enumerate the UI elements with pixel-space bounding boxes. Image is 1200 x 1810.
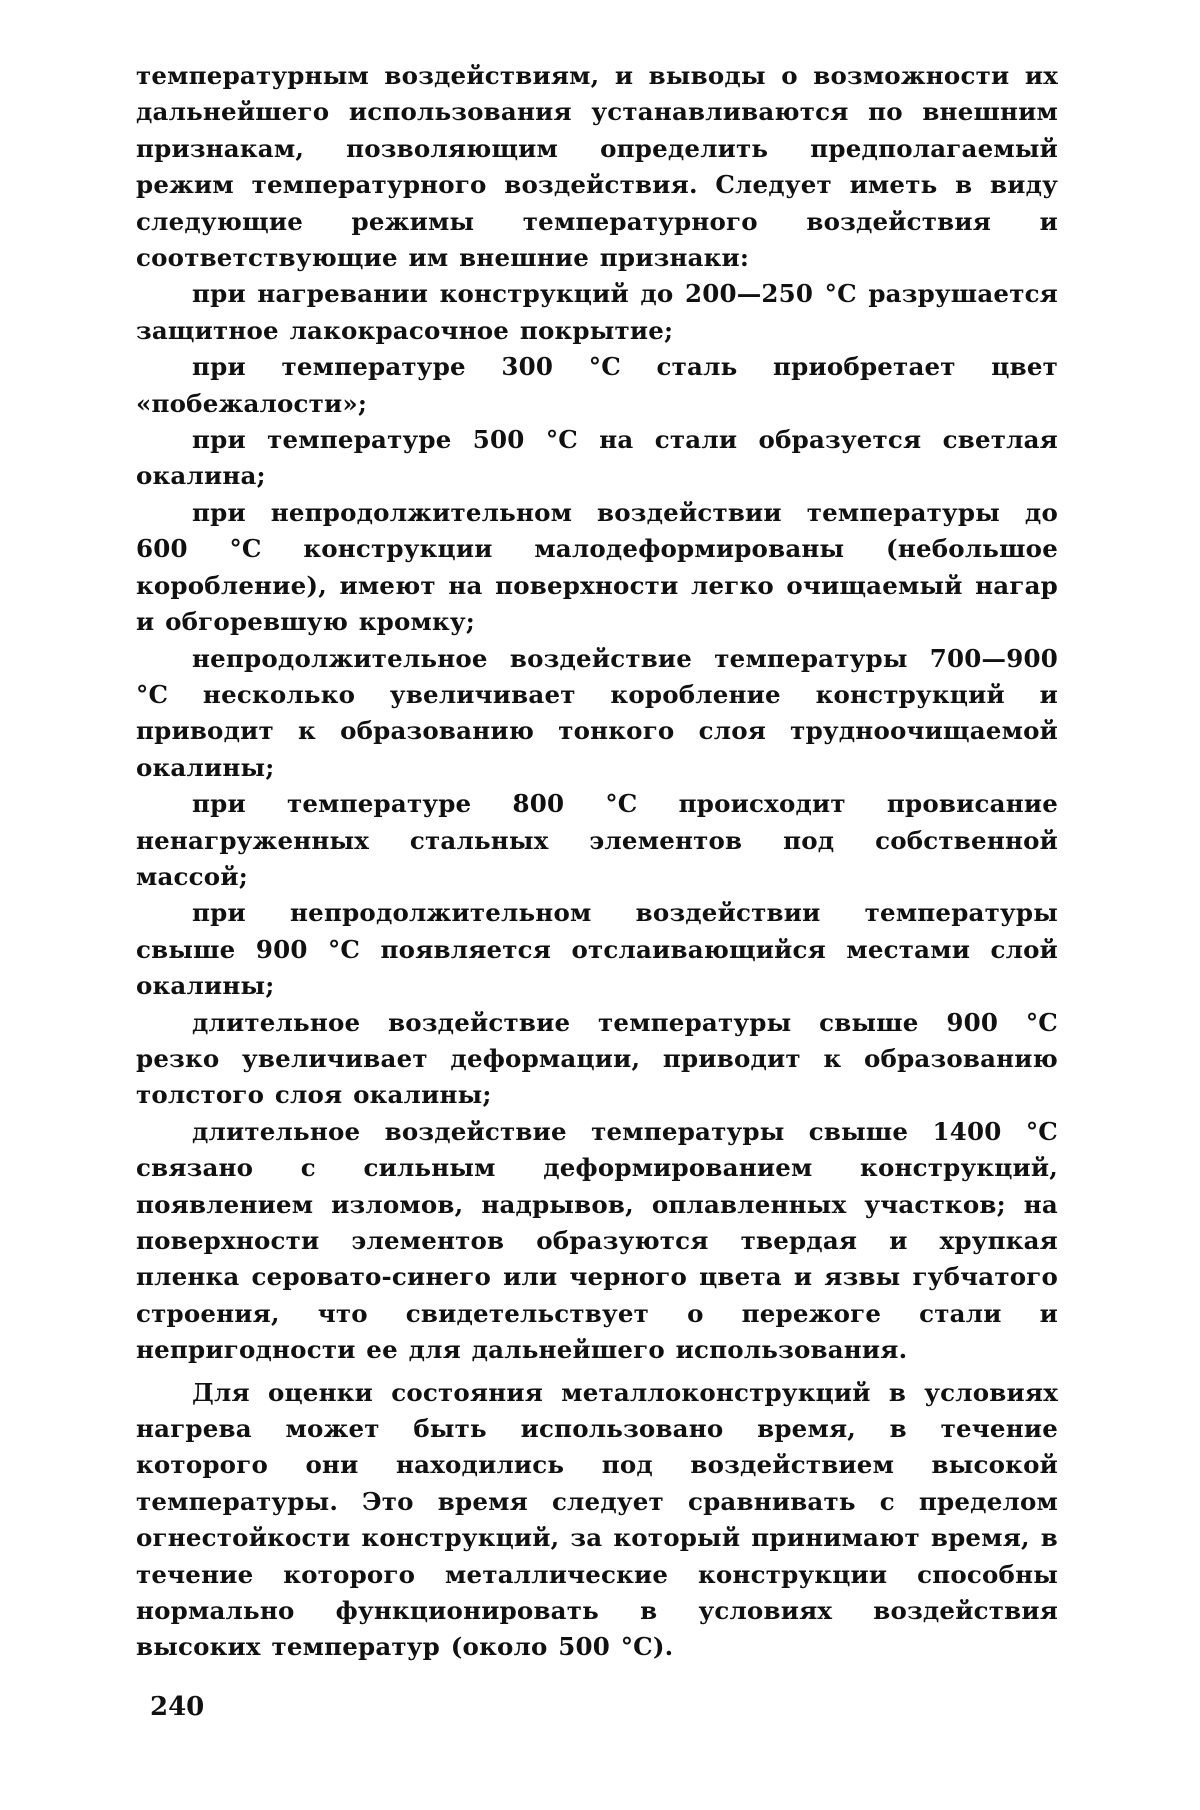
list-item-900-long: длительное воздействие температуры свыше 900 °С резко увеличивает деформации, приводит к образованию толстого слоя окалины; [136,1007,1058,1110]
list-item-300: при температуре 300 °С сталь приобретает цвет «побежалости»; [136,352,1058,418]
list-item-500: при температуре 500 °С на стали образуется светлая окалина; [136,425,1058,491]
list-item-600: при непродолжительном воздействии температуры до 600 °С конструкции малодеформированы (небольшое коробление), имеют на поверхности легко очищаемый нагар и обгоревшую кромку; [136,497,1058,637]
list-item-700-900: непродолжительное воздействие температуры 700—900 °С несколько увеличивает коробление конструкций и приводит к образованию тонкого слоя трудноочищаемой окалины; [136,643,1058,782]
paragraph-intro: температурным воздействиям, и выводы о возможности их дальнейшего использования устанавливаются по внешним признакам, позволяющим определить предполагаемый режим температурного воздействия. Следует иметь в виду следующие режимы температурного воздействия и соответствующие им внешние признаки: [136,61,1058,273]
list-item-1400: длительное воздействие температуры свыше 1400 °С связано с сильным деформированием конструкций, появлением изломов, надрывов, оплавленных участков; на поверхности элементов образуются твердая и хрупкая пленка серовато-синего или черного цвета и язвы губчатого строения, что свидетельствует о пережоге стали и непригодности ее для дальнейшего использования. [136,1116,1058,1365]
page-number: 240 [150,1692,205,1722]
list-item-200-250: при нагревании конструкций до 200—250 °С разрушается защитное лакокрасочное покрытие; [136,279,1058,345]
body-text [136,58,1058,1666]
paragraph-assessment: Для оценки состояния металлоконструкций в условиях нагрева может быть использовано время, в течение которого они находились под воздействием высокой температуры. Это время следует сравнивать с пределом огнестойкости конструкций, за который принимают время, в течение которого металлические конструкции способны нормально функционировать в условиях воздействия высоких температур (около 500 °С). [136,1377,1058,1662]
list-item-900: при непродолжительном воздействии температуры свыше 900 °С появляется отслаивающийся местами слой окалины; [136,898,1058,1001]
list-item-800: при температуре 800 °С происходит провисание ненагруженных стальных элементов под собственной массой; [136,789,1058,891]
